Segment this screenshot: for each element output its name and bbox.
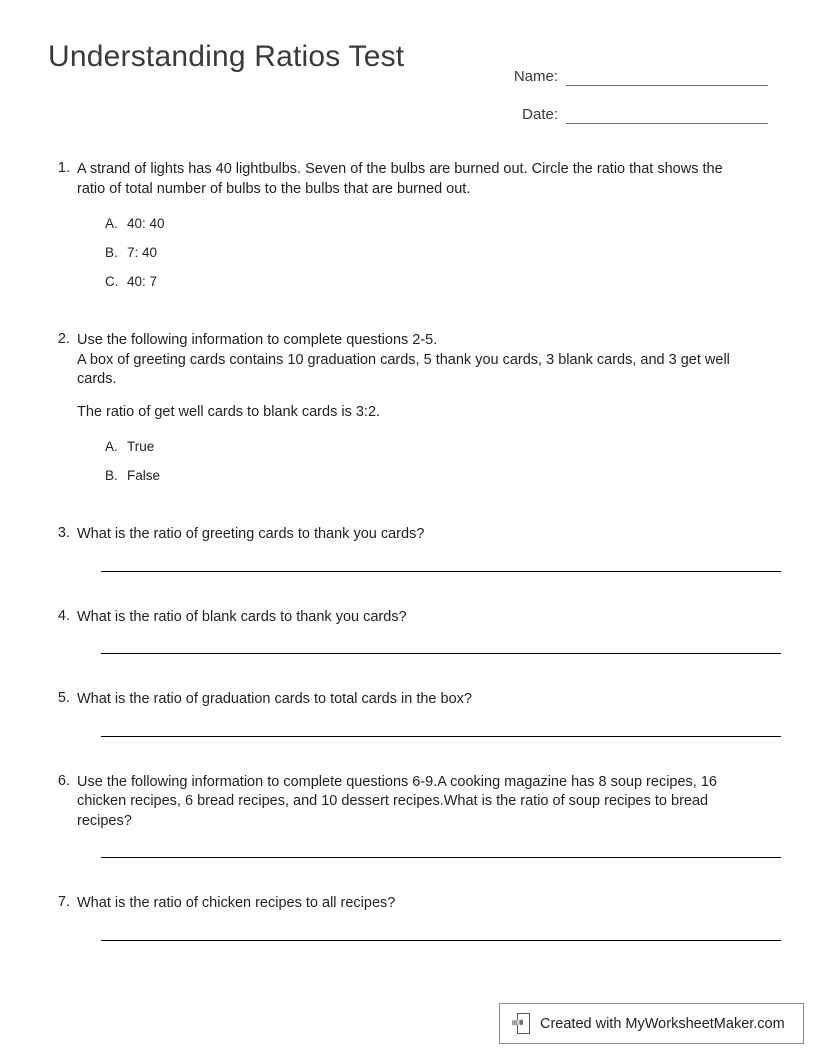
spacer <box>77 390 768 403</box>
choice-list <box>77 214 768 291</box>
choice-label: 40: 40 <box>127 216 165 231</box>
question-number: 7. <box>57 894 70 910</box>
choice-option[interactable] <box>105 243 768 262</box>
question-text: What is the ratio of blank cards to thank you cards? <box>77 608 407 625</box>
answer-line[interactable] <box>101 857 781 858</box>
spacer <box>48 654 768 690</box>
question-4 <box>48 608 768 655</box>
answer-line[interactable] <box>101 736 781 737</box>
choice-option[interactable] <box>105 466 768 485</box>
question-6 <box>48 773 768 859</box>
choice-label: 7: 40 <box>127 245 158 260</box>
question-3 <box>48 525 768 572</box>
name-input[interactable] <box>566 67 768 86</box>
page-title: Understanding Ratios Test <box>48 40 405 73</box>
question-context-line: A box of greeting cards contains 10 graduation cards, 5 thank you cards, 3 blank cards, and 3 get well cards. <box>77 351 730 387</box>
question-number: 3. <box>57 525 70 541</box>
choice-letter: C. <box>105 274 119 289</box>
name-row <box>498 48 768 86</box>
spacer <box>48 495 768 525</box>
choice-letter: A. <box>105 439 118 454</box>
name-label: Name: <box>513 68 558 85</box>
spacer <box>48 737 768 773</box>
date-label: Date: <box>522 106 558 123</box>
choice-option[interactable] <box>105 272 768 291</box>
choice-option[interactable] <box>105 214 768 233</box>
question-statement: The ratio of get well cards to blank cards is 3:2. <box>77 403 381 420</box>
date-input[interactable] <box>566 105 768 124</box>
question-text: What is the ratio of chicken recipes to all recipes? <box>77 895 396 911</box>
question-5 <box>48 690 768 737</box>
spacer <box>48 572 768 608</box>
question-text: Use the following information to complete questions 6-9.A cooking magazine has 8 soup recipes, 16 chicken recipes, 6 bread recipes, and 10 dessert recipes.What is the ratio of soup recipes to bread recipes? <box>77 773 717 829</box>
question-intro-line: Use the following information to complete questions 2-5. <box>77 332 438 348</box>
choice-letter: A. <box>105 216 118 231</box>
question-text: What is the ratio of greeting cards to thank you cards? <box>77 526 425 542</box>
question-number: 6. <box>57 772 70 789</box>
answer-line[interactable] <box>101 653 781 654</box>
worksheet-header <box>48 40 768 123</box>
choice-list <box>77 437 768 485</box>
name-date-block <box>498 48 768 124</box>
question-number: 4. <box>57 607 70 624</box>
question-number: 5. <box>57 690 70 706</box>
choice-label: True <box>127 439 155 454</box>
created-with-badge[interactable] <box>499 1003 804 1044</box>
date-row <box>498 86 768 124</box>
choice-option[interactable] <box>105 437 768 456</box>
worksheet-pencil-icon <box>512 1013 531 1035</box>
question-text: What is the ratio of graduation cards to total cards in the box? <box>77 691 472 707</box>
question-list <box>48 160 768 941</box>
choice-label: False <box>127 468 161 483</box>
question-text: A strand of lights has 40 lightbulbs. Seven of the bulbs are burned out. Circle the ratio that shows the ratio of total number of bulbs to the bulbs that are burned out. <box>77 161 723 197</box>
answer-line[interactable] <box>101 940 781 941</box>
choice-letter: B. <box>105 468 118 483</box>
question-1 <box>48 160 768 291</box>
badge-label: Created with MyWorksheetMaker.com <box>540 1015 785 1032</box>
question-2 <box>48 331 768 485</box>
spacer <box>48 301 768 331</box>
question-number: 1. <box>57 160 70 176</box>
question-number: 2. <box>57 331 70 347</box>
choice-letter: B. <box>105 245 118 260</box>
question-text <box>77 331 747 390</box>
answer-line[interactable] <box>101 571 781 572</box>
question-7 <box>48 894 768 941</box>
spacer <box>48 858 768 894</box>
choice-label: 40: 7 <box>127 274 158 289</box>
